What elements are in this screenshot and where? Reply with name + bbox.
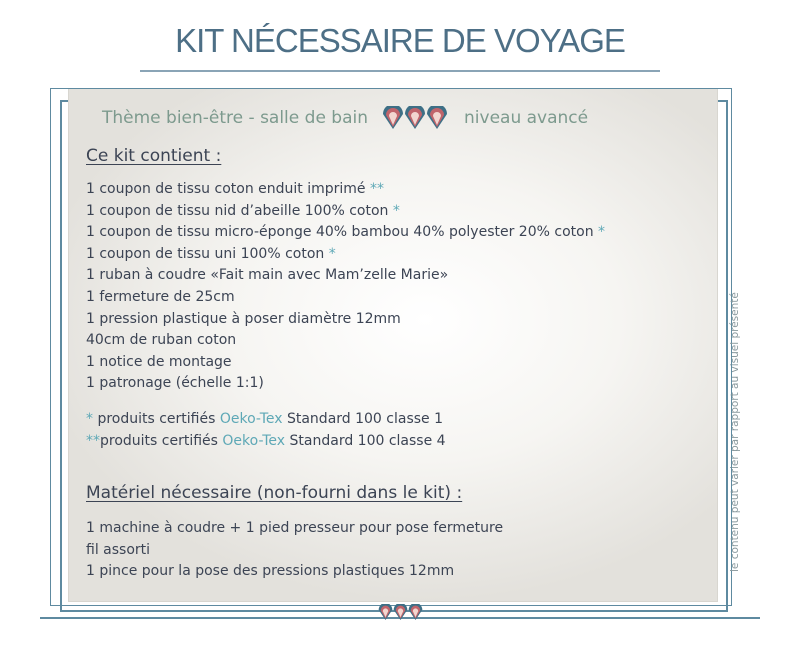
level-icons: [382, 106, 448, 130]
required-material-list: [86, 518, 503, 583]
certification-note: **produits certifiés Oeko-Tex Standard 100 classe 4: [86, 432, 446, 449]
fan-icon: [408, 604, 423, 621]
list-item: 1 fermeture de 25cm: [86, 288, 235, 305]
theme-line: [102, 106, 588, 130]
page-title: KIT NÉCESSAIRE DE VOYAGE: [175, 22, 625, 59]
fan-icon: [378, 604, 393, 621]
list-item: 1 pression plastique à poser diamètre 12mm: [86, 310, 401, 327]
list-item: 1 ruban à coudre «Fait main avec Mam’zelle Marie»: [86, 267, 449, 284]
list-item: 1 notice de montage: [86, 353, 232, 370]
list-item: 1 patronage (échelle 1:1): [86, 375, 264, 392]
kit-contents-list: [86, 179, 605, 395]
list-item: 1 machine à coudre + 1 pied presseur pour pose fermeture: [86, 520, 504, 536]
list-item: 1 coupon de tissu coton enduit imprimé **: [86, 181, 384, 197]
fan-icon: [426, 106, 448, 130]
list-item: 1 coupon de tissu nid d’abeille 100% coton *: [86, 202, 400, 219]
bottom-ornament: [378, 604, 423, 621]
level-label: niveau avancé: [464, 108, 589, 128]
list-item: 40cm de ruban coton: [86, 332, 237, 349]
kit-contents-heading: Ce kit contient :: [86, 146, 222, 166]
required-material-heading: Matériel nécessaire (non-fourni dans le kit) :: [86, 483, 463, 503]
title-underline: [140, 70, 660, 72]
fan-icon: [382, 106, 404, 130]
fan-icon: [404, 106, 426, 130]
theme-label: Thème bien-être - salle de bain: [102, 108, 369, 128]
certification-notes: [86, 409, 446, 452]
list-item: 1 pince pour la pose des pressions plastiques 12mm: [86, 563, 455, 580]
list-item: 1 coupon de tissu micro-éponge 40% bambou 40% polyester 20% coton *: [86, 224, 606, 241]
side-note: le contenu peut varier par rapport au visuel présenté: [729, 292, 741, 572]
list-item: fil assorti: [86, 541, 151, 558]
list-item: 1 coupon de tissu uni 100% coton *: [86, 245, 336, 262]
fan-icon: [393, 604, 408, 621]
certification-note: * produits certifiés Oeko-Tex Standard 100 classe 1: [86, 411, 444, 427]
